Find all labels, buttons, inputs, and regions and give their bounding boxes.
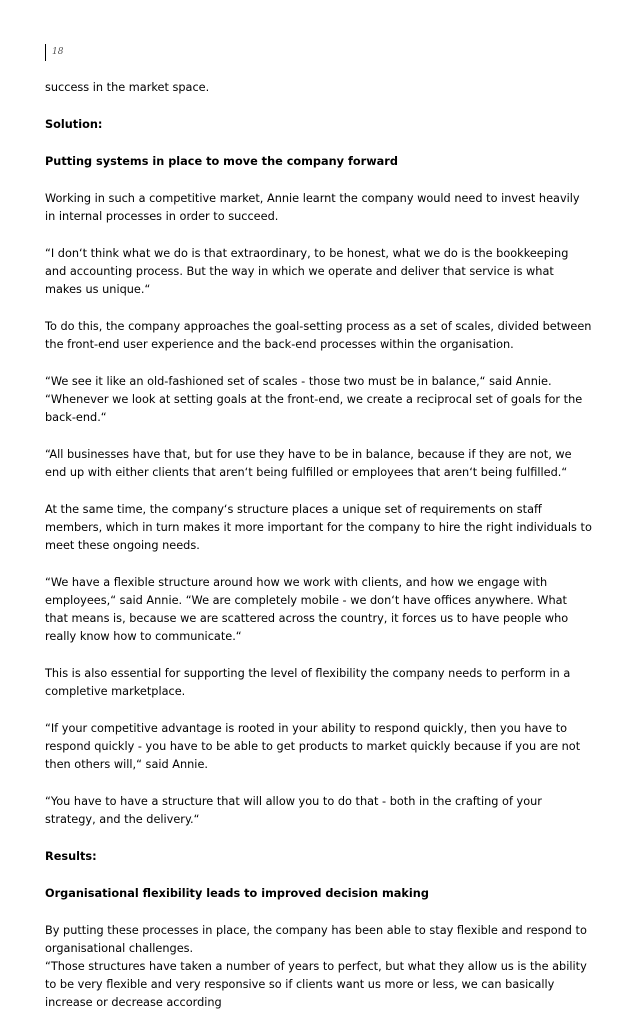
body-paragraph: This is also essential for supporting the level of flexibility the company needs to perform in a completive marketplace. <box>45 667 571 698</box>
quote-paragraph: “We have a flexible structure around how we work with clients, and how we engage with employees,“ said Annie. “We are completely mobile - we don‘t have offices anywhere. What that means is, because we are scattered across the country, it forces us to have people who really know how to communicate.“ <box>45 576 569 643</box>
section-heading-solution: Solution: <box>45 118 103 131</box>
quote-paragraph: “All businesses have that, but for use they have to be in balance, because if they are not, we end up with either clients that aren‘t being fulfilled or employees that aren‘t being fulfilled.“ <box>45 448 572 479</box>
subheading-organisational-flexibility: Organisational flexibility leads to improved decision making <box>45 887 429 900</box>
body-paragraph-continuation: success in the market space. <box>45 81 210 94</box>
quote-paragraph: “If your competitive advantage is rooted in your ability to respond quickly, then you have to respond quickly - you have to be able to get products to market quickly because if you are not then others will,“ said Annie. <box>45 722 581 771</box>
subheading-putting-systems: Putting systems in place to move the company forward <box>45 155 398 168</box>
page-body <box>45 79 593 1012</box>
body-paragraph: By putting these processes in place, the company has been able to stay flexible and respond to organisational challenges. <box>45 924 587 955</box>
page-number: 18 <box>45 44 63 61</box>
section-heading-results: Results: <box>45 850 97 863</box>
quote-paragraph: “We see it like an old-fashioned set of scales - those two must be in balance,“ said Annie. “Whenever we look at setting goals at the front-end, we create a reciprocal set of goals for the back-end.“ <box>45 375 583 424</box>
quote-paragraph-continued: “Those structures have taken a number of years to perfect, but what they allow us is the ability to be very flexible and very responsive so if clients want us more or less, we can basically increase or decrease according <box>45 960 587 1009</box>
body-paragraph: Working in such a competitive market, Annie learnt the company would need to invest heavily in internal processes in order to succeed. <box>45 192 580 223</box>
body-paragraph: At the same time, the company‘s structure places a unique set of requirements on staff members, which in turn makes it more important for the company to hire the right individuals to meet these ongoing needs. <box>45 503 592 552</box>
body-paragraph: To do this, the company approaches the goal-setting process as a set of scales, divided between the front-end user experience and the back-end processes within the organisation. <box>45 320 592 351</box>
quote-paragraph: “You have to have a structure that will allow you to do that - both in the crafting of your strategy, and the delivery.“ <box>45 795 542 826</box>
quote-paragraph: “I don‘t think what we do is that extraordinary, to be honest, what we do is the bookkeeping and accounting process. But the way in which we operate and deliver that service is what makes us unique.“ <box>45 247 569 296</box>
